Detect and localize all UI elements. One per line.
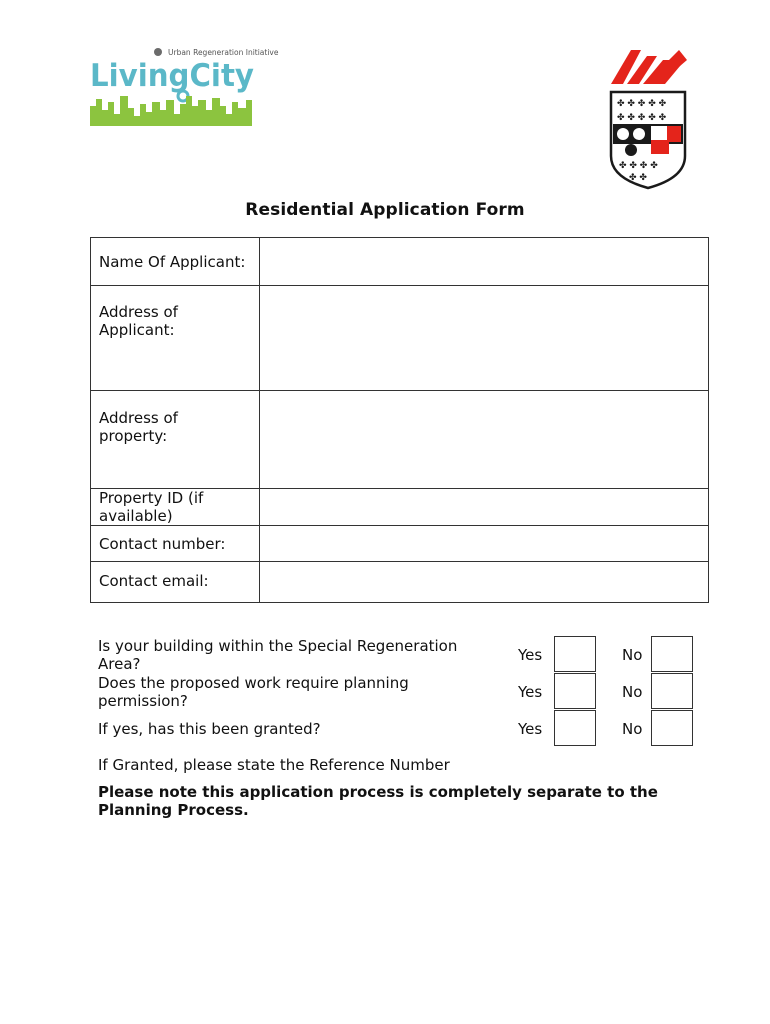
table-row (91, 562, 709, 603)
living-city-logo (88, 44, 279, 128)
name-of-applicant-field[interactable] (260, 238, 709, 286)
reference-number-prompt: If Granted, please state the Reference Number (98, 756, 450, 774)
yes-label: Yes (518, 720, 543, 738)
svg-text:✤ ✤ ✤ ✤ ✤: ✤ ✤ ✤ ✤ ✤ (617, 113, 667, 123)
no-label: No (622, 720, 643, 738)
permission-granted-yes-checkbox[interactable] (554, 710, 596, 746)
svg-text:✤ ✤ ✤ ✤ ✤: ✤ ✤ ✤ ✤ ✤ (617, 99, 667, 109)
table-row (91, 286, 709, 391)
field-label-contact-email: Contact email: (91, 562, 260, 603)
field-label-contact-number: Contact number: (91, 526, 260, 562)
question-planning-permission: Does the proposed work require planning permission? (98, 674, 409, 710)
yes-label: Yes (518, 646, 543, 664)
permission-granted-no-checkbox[interactable] (651, 710, 693, 746)
planning-process-note: Please note this application process is completely separate to the Planning Process. (98, 783, 658, 819)
field-label-name: Name Of Applicant: (91, 238, 260, 286)
property-id-field[interactable] (260, 489, 709, 526)
page-title: Residential Application Form (245, 200, 525, 220)
planning-permission-no-checkbox[interactable] (651, 673, 693, 709)
table-row (91, 489, 709, 526)
regeneration-area-no-checkbox[interactable] (651, 636, 693, 672)
county-crest-logo (607, 46, 689, 190)
no-label: No (622, 683, 643, 701)
table-row (91, 526, 709, 562)
logo-brand-text: LivingCity (90, 58, 254, 94)
field-label-property-id: Property ID (if available) (91, 489, 260, 526)
question-regeneration-area: Is your building within the Special Regeneration Area? (98, 637, 458, 673)
question-permission-granted: If yes, has this been granted? (98, 720, 321, 738)
field-label-property-address: Address of property: (91, 391, 260, 489)
field-label-applicant-address: Address of Applicant: (91, 286, 260, 391)
planning-permission-yes-checkbox[interactable] (554, 673, 596, 709)
applicant-details-table (90, 237, 709, 603)
svg-text:✤ ✤ ✤ ✤: ✤ ✤ ✤ ✤ (619, 161, 658, 171)
property-address-field[interactable] (260, 391, 709, 489)
table-row (91, 391, 709, 489)
contact-email-field[interactable] (260, 562, 709, 603)
applicant-address-field[interactable] (260, 286, 709, 391)
table-row (91, 238, 709, 286)
yes-label: Yes (518, 683, 543, 701)
logo-tagline: Urban Regeneration Initiative (168, 48, 279, 57)
regeneration-area-yes-checkbox[interactable] (554, 636, 596, 672)
svg-text:✤ ✤: ✤ ✤ (629, 173, 647, 183)
contact-number-field[interactable] (260, 526, 709, 562)
no-label: No (622, 646, 643, 664)
